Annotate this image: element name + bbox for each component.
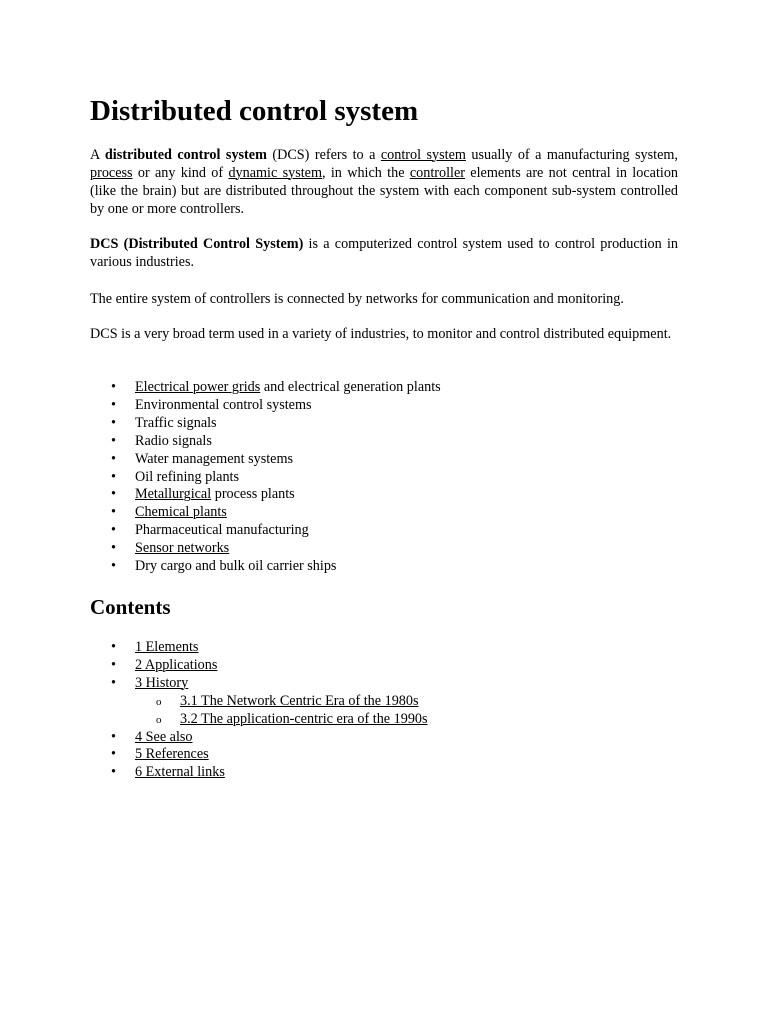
bullet-icon: • — [111, 486, 116, 503]
list-item-link[interactable]: Metallurgical — [135, 486, 212, 503]
bullet-icon: • — [111, 764, 116, 781]
bullet-icon: • — [111, 450, 116, 467]
link-controller[interactable]: controller — [409, 165, 465, 181]
list-item — [90, 451, 441, 469]
list-item — [90, 379, 441, 397]
toc-link[interactable]: 5 References — [135, 746, 209, 763]
list-item-text: process plants — [211, 486, 295, 503]
bullet-icon: • — [111, 558, 116, 575]
toc-link[interactable]: 1 Elements — [135, 639, 199, 655]
bullet-icon: • — [111, 639, 116, 655]
circle-bullet-icon: o — [156, 713, 162, 726]
link-process[interactable]: process — [90, 165, 133, 181]
bullet-icon: • — [111, 728, 116, 745]
toc-link[interactable]: 6 External links — [135, 764, 225, 781]
toc-subitem — [135, 711, 428, 729]
intro-paragraph — [90, 146, 678, 218]
toc-sublink[interactable]: 3.1 The Network Centric Era of the 1980s — [180, 692, 419, 709]
list-item-text: and electrical generation plants — [260, 379, 441, 395]
table-of-contents — [90, 639, 428, 782]
toc-subitem — [135, 693, 428, 711]
list-item-text: Dry cargo and bulk oil carrier ships — [135, 558, 337, 575]
bullet-icon: • — [111, 414, 116, 431]
toc-sublist-container — [90, 693, 428, 729]
link-control-system[interactable]: control system — [380, 147, 466, 163]
text: is a computerized control system used to control production in various industries. — [90, 236, 678, 270]
list-item — [90, 433, 441, 451]
list-item — [90, 415, 441, 433]
list-item — [90, 558, 441, 576]
dcs-paragraph — [90, 235, 678, 271]
contents-heading: Contents — [90, 595, 171, 619]
bullet-icon: • — [111, 504, 116, 521]
bullet-icon: • — [111, 396, 116, 413]
list-item-link[interactable]: Electrical power grids — [135, 379, 261, 395]
industries-list — [90, 379, 441, 576]
text: , in which the — [322, 165, 410, 181]
list-item-text: Pharmaceutical manufacturing — [135, 522, 309, 539]
list-item — [90, 504, 441, 522]
toc-item — [90, 657, 428, 675]
toc-link[interactable]: 3 History — [135, 674, 189, 691]
list-item-text: Water management systems — [135, 450, 294, 467]
bold-term: DCS (Distributed Control System) — [90, 236, 304, 252]
list-item-text: Radio signals — [135, 432, 212, 449]
page-title: Distributed control system — [90, 95, 419, 127]
link-dynamic-system[interactable]: dynamic system — [228, 165, 323, 181]
toc-item — [90, 764, 428, 782]
list-item — [90, 397, 441, 415]
list-item-text: Environmental control systems — [135, 396, 312, 413]
list-item-text: Traffic signals — [135, 414, 217, 431]
text: usually of a manufacturing system, — [465, 147, 678, 163]
bullet-icon: • — [111, 379, 116, 395]
bullet-icon: • — [111, 656, 116, 673]
list-item — [90, 486, 441, 504]
text: A — [90, 147, 105, 163]
toc-item — [90, 675, 428, 693]
bold-term: distributed control system — [104, 147, 267, 163]
list-item — [90, 522, 441, 540]
list-item-link[interactable]: Sensor networks — [135, 540, 230, 557]
toc-item — [90, 639, 428, 657]
bullet-icon: • — [111, 522, 116, 539]
toc-item — [90, 746, 428, 764]
toc-link[interactable]: 2 Applications — [135, 656, 218, 673]
bullet-icon: • — [111, 746, 116, 763]
bullet-icon: • — [111, 468, 116, 485]
list-item — [90, 469, 441, 487]
list-item-link[interactable]: Chemical plants — [135, 504, 227, 521]
bullet-icon: • — [111, 540, 116, 557]
bullet-icon: • — [111, 674, 116, 691]
network-paragraph: The entire system of controllers is connected by networks for communication and monitoring. — [90, 291, 624, 307]
bullet-icon: • — [111, 432, 116, 449]
toc-sublist — [135, 693, 428, 729]
broad-term-paragraph: DCS is a very broad term used in a variety of industries, to monitor and control distributed equipment. — [90, 326, 672, 342]
list-item — [90, 540, 441, 558]
circle-bullet-icon: o — [156, 695, 162, 708]
text: (DCS) refers to a — [266, 147, 381, 163]
text: elements are not central in location (like the brain) but are distributed throughout the system with each component sub-system controlled by one or more controllers. — [90, 165, 679, 217]
text: or any kind of — [132, 165, 229, 181]
toc-sublink[interactable]: 3.2 The application-centric era of the 1990s — [180, 710, 428, 727]
toc-link[interactable]: 4 See also — [135, 728, 193, 745]
toc-item — [90, 729, 428, 747]
list-item-text: Oil refining plants — [135, 468, 240, 485]
